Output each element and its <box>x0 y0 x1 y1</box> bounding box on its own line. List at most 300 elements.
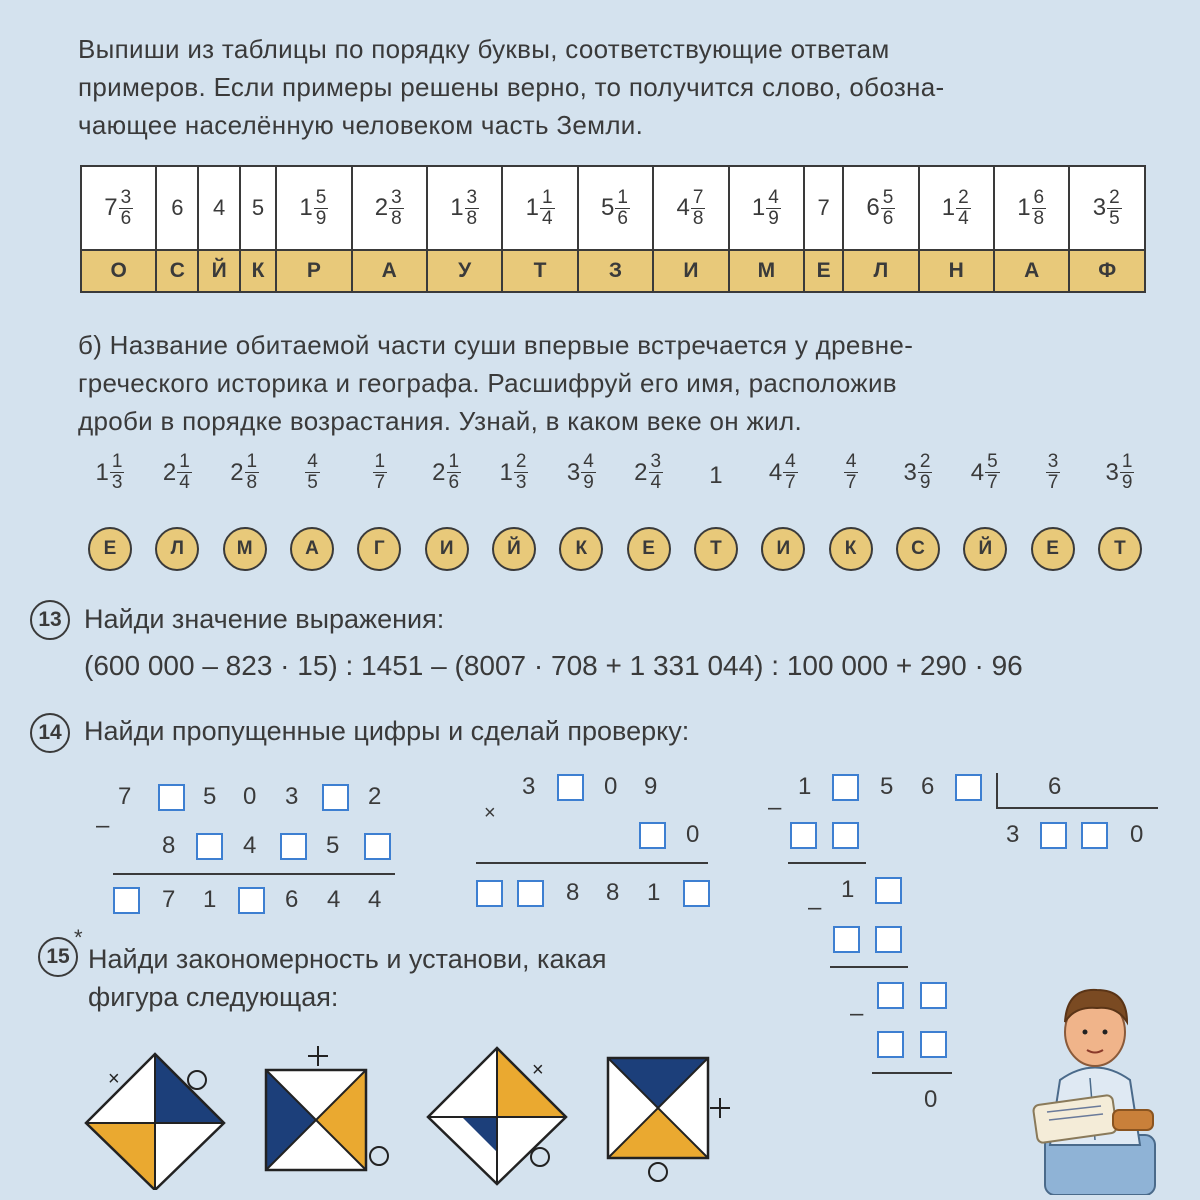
coin-cell <box>551 527 611 571</box>
numerator: 5 <box>882 186 894 208</box>
fraction-part <box>649 452 664 493</box>
letter-coin: А <box>290 527 334 571</box>
answer-letter-cell: З <box>578 250 653 292</box>
minus-sign: – <box>808 894 822 921</box>
minus-sign: – <box>768 794 782 821</box>
fraction-cell <box>215 452 275 493</box>
numerator: 2 <box>958 186 969 208</box>
numerator: 3 <box>466 186 478 208</box>
answer-value-cell <box>240 166 276 250</box>
answer-letter-cell: А <box>994 250 1069 292</box>
mixed-number <box>601 188 630 229</box>
task-13-title: Найди значение выражения: <box>84 604 445 634</box>
numerator: 1 <box>246 451 258 472</box>
fraction-part <box>881 188 896 229</box>
greek-scholar-illustration <box>1005 960 1185 1195</box>
mixed-number <box>230 452 259 493</box>
fraction-cell <box>417 452 477 493</box>
mixed-number <box>769 452 798 493</box>
intro-line-2: примеров. Если примеры решены верно, то получится слово, обозна- <box>78 72 945 102</box>
digit-box[interactable] <box>955 774 982 801</box>
letter-coin: Е <box>627 527 671 571</box>
answer-letter-cell: О <box>81 250 156 292</box>
answer-value-cell <box>502 166 577 250</box>
step-line <box>872 1072 952 1074</box>
cross-mark: × <box>532 1059 544 1081</box>
digit-box[interactable] <box>364 833 391 860</box>
digit: 5 <box>203 783 217 810</box>
answer-value-cell <box>578 166 653 250</box>
fraction-part <box>766 188 781 229</box>
answer-letters-row <box>81 250 1145 292</box>
whole-part: 5 <box>601 194 615 221</box>
cross-mark: × <box>108 1068 120 1090</box>
whole-part: 3 <box>566 458 581 486</box>
fraction-part <box>985 452 1000 493</box>
denominator: 9 <box>315 207 327 229</box>
whole-part: 1 <box>450 194 464 221</box>
intro-paragraph <box>78 30 1153 144</box>
fraction-cell <box>1090 452 1150 493</box>
numerator: 2 <box>1109 186 1120 208</box>
denominator: 4 <box>958 207 969 229</box>
answer-value-cell <box>427 166 502 250</box>
whole-part: 2 <box>162 458 177 486</box>
divisor: 6 <box>1048 773 1062 800</box>
coin-cell <box>215 527 275 571</box>
numerator: 2 <box>919 451 931 472</box>
digit-box[interactable] <box>280 833 307 860</box>
answer-letter-cell: Р <box>276 250 351 292</box>
digit: 5 <box>880 773 894 800</box>
fraction-cell <box>821 452 881 493</box>
answer-value-cell <box>843 166 918 250</box>
coin-cell <box>80 527 140 571</box>
letter-coin: М <box>223 527 267 571</box>
whole-part: 3 <box>1105 458 1119 486</box>
fraction-part <box>844 452 859 493</box>
letter-coin: Т <box>694 527 738 571</box>
pattern-figure-3 <box>422 1040 582 1190</box>
mixed-number <box>450 188 479 229</box>
task-15-line-2: фигура следующая: <box>88 982 339 1012</box>
mixed-number <box>96 452 125 493</box>
fraction-part <box>389 188 404 229</box>
denominator: 8 <box>1033 207 1045 229</box>
fraction-part <box>465 188 480 229</box>
whole-part: 1 <box>1017 194 1031 221</box>
numerator: 2 <box>515 451 527 472</box>
fraction-part <box>783 452 798 493</box>
mixed-number <box>843 452 859 493</box>
numerator: 5 <box>315 186 327 208</box>
denominator: 9 <box>583 472 594 493</box>
numerator: 4 <box>785 451 796 472</box>
digit-box[interactable] <box>1081 822 1108 849</box>
digit: 1 <box>841 876 855 903</box>
task-15-line-1: Найди закономерность и установи, какая <box>88 944 607 974</box>
result-line <box>476 862 708 864</box>
answer-letter-cell: Ф <box>1069 250 1145 292</box>
digit: 7 <box>162 886 176 913</box>
mixed-number <box>634 452 663 493</box>
digit-box[interactable] <box>683 880 710 907</box>
fraction-cell <box>80 452 140 493</box>
mixed-number <box>163 452 192 493</box>
numerator: 1 <box>541 186 553 208</box>
whole-part: 4 <box>970 458 985 486</box>
answer-letter-cell: Н <box>919 250 994 292</box>
digit: 8 <box>162 832 176 859</box>
answer-letter-cell: А <box>352 250 427 292</box>
numerator: 3 <box>120 186 132 208</box>
digit: 1 <box>798 773 812 800</box>
numerator: 1 <box>617 186 628 208</box>
part-b-line-2: греческого историка и географа. Расшифруй его имя, расположив <box>78 368 897 398</box>
whole-part: 3 <box>1092 194 1107 221</box>
letter-coin: И <box>761 527 805 571</box>
denominator: 9 <box>919 472 931 493</box>
task-13-expression: (600 000 – 823 · 15) : 1451 – (8007 · 708 + 1 331 044) : 100 000 + 290 · 96 <box>84 650 1023 681</box>
digit: 1 <box>647 879 661 906</box>
mixed-number <box>676 188 705 229</box>
part-b-paragraph <box>78 326 1153 440</box>
numerator: 1 <box>448 451 460 472</box>
numerator: 5 <box>987 451 998 472</box>
coin-cell <box>484 527 544 571</box>
denominator: 3 <box>111 472 123 493</box>
digit: 0 <box>243 783 257 810</box>
coin-cell <box>955 527 1015 571</box>
answer-letter-cell: К <box>240 250 276 292</box>
digit-box[interactable] <box>877 982 904 1009</box>
digit-box[interactable] <box>1040 822 1067 849</box>
digit: 9 <box>644 773 658 800</box>
answer-letter-cell: Т <box>502 250 577 292</box>
fraction-part <box>615 188 630 229</box>
fraction-cell <box>551 452 611 493</box>
step-line <box>788 862 866 864</box>
whole-part: 2 <box>432 458 446 486</box>
letter-coin: Е <box>1031 527 1075 571</box>
denominator: 8 <box>466 207 478 229</box>
denominator: 9 <box>768 207 779 229</box>
part-b-line-1: б) Название обитаемой части суши впервые встречается у древне- <box>78 330 914 360</box>
numerator: 1 <box>111 451 123 472</box>
fraction-cell <box>147 452 207 493</box>
mixed-number <box>942 188 971 229</box>
coin-cell <box>753 527 813 571</box>
answer-value: 7 <box>817 195 830 220</box>
fraction-part <box>540 188 555 229</box>
letter-coin: Е <box>88 527 132 571</box>
whole-part: 3 <box>903 458 917 486</box>
whole-part: 1 <box>499 458 513 486</box>
denominator: 7 <box>845 472 857 493</box>
coin-cell <box>1023 527 1083 571</box>
answer-value-cell <box>156 166 198 250</box>
digit: 4 <box>327 886 341 913</box>
coin-cell <box>282 527 342 571</box>
denominator: 8 <box>391 207 402 229</box>
fraction-cell <box>484 452 544 493</box>
coin-cell <box>1090 527 1150 571</box>
fractions-row <box>80 452 1150 493</box>
digit-box[interactable] <box>833 926 860 953</box>
intro-line-1: Выпиши из таблицы по порядку буквы, соответствующие ответам <box>78 34 890 64</box>
coin-cell <box>147 527 207 571</box>
digit: 8 <box>606 879 620 906</box>
answer-letter-cell: У <box>427 250 502 292</box>
answer-value-cell <box>653 166 728 250</box>
step-line <box>830 966 908 968</box>
fraction-cell <box>282 452 342 493</box>
numerator: 4 <box>768 186 779 208</box>
answer-letter-cell: М <box>729 250 804 292</box>
whole-part: 6 <box>866 194 880 221</box>
fraction-part <box>305 452 320 493</box>
denominator: 8 <box>692 207 704 229</box>
letter-coin: Т <box>1098 527 1142 571</box>
coin-cell <box>686 527 746 571</box>
answer-value-cell <box>919 166 994 250</box>
digit-box[interactable] <box>790 822 817 849</box>
digit-box[interactable] <box>832 822 859 849</box>
whole-part: 2 <box>634 458 648 486</box>
letter-coin: Й <box>963 527 1007 571</box>
mixed-number <box>526 188 555 229</box>
fraction-part <box>1032 188 1047 229</box>
fraction-part <box>1107 188 1122 229</box>
digit-box[interactable] <box>158 784 185 811</box>
digit: 6 <box>921 773 935 800</box>
answer-value-cell <box>81 166 156 250</box>
fraction-cell <box>955 452 1015 493</box>
digit: 4 <box>243 832 257 859</box>
denominator: 6 <box>448 472 460 493</box>
digit: 7 <box>118 783 132 810</box>
answer-value-cell <box>994 166 1069 250</box>
digit: 0 <box>604 773 618 800</box>
fraction-cell <box>349 452 409 493</box>
task-14-title: Найди пропущенные цифры и сделай проверку: <box>84 716 690 746</box>
denominator: 9 <box>1121 472 1133 493</box>
fraction-part <box>119 188 134 229</box>
digit: 2 <box>368 783 382 810</box>
part-b-line-3: дроби в порядке возрастания. Узнай, в каком веке он жил. <box>78 406 803 436</box>
fraction-cell <box>1023 452 1083 493</box>
numerator: 1 <box>1121 451 1133 472</box>
answer-letter-cell: Й <box>198 250 240 292</box>
digit-box[interactable] <box>639 822 666 849</box>
answer-value-cell <box>1069 166 1145 250</box>
mixed-number <box>432 452 461 493</box>
mixed-number <box>500 452 529 493</box>
answer-values-row <box>81 166 1145 250</box>
mixed-number <box>903 452 932 493</box>
digit: 3 <box>285 783 299 810</box>
answer-value: 6 <box>171 195 184 220</box>
remainder: 0 <box>924 1086 938 1113</box>
answer-letter-cell: Е <box>804 250 843 292</box>
answer-value-cell <box>276 166 351 250</box>
digit-box[interactable] <box>875 877 902 904</box>
numerator: 6 <box>1033 186 1045 208</box>
fraction-part <box>177 452 192 493</box>
fraction-part <box>514 452 529 493</box>
digit: 3 <box>522 773 536 800</box>
denominator: 6 <box>120 207 132 229</box>
digit: 0 <box>1130 821 1144 848</box>
circle-mark <box>188 1071 206 1089</box>
whole-part: 4 <box>768 458 783 486</box>
whole-part: 1 <box>299 194 313 221</box>
letter-coin: Г <box>357 527 401 571</box>
fraction-part <box>581 452 596 493</box>
denominator: 6 <box>882 207 894 229</box>
whole-part: 1 <box>751 194 766 221</box>
denominator: 6 <box>617 207 628 229</box>
letter-coin: И <box>425 527 469 571</box>
mixed-number <box>1093 188 1122 229</box>
digit: 6 <box>285 886 299 913</box>
denominator: 5 <box>307 472 318 493</box>
fraction-part <box>447 452 462 493</box>
mixed-number <box>304 452 320 493</box>
whole-part: 2 <box>230 458 244 486</box>
digit-box[interactable] <box>877 1031 904 1058</box>
coin-cell <box>619 527 679 571</box>
digit: 5 <box>326 832 340 859</box>
numerator: 1 <box>179 451 190 472</box>
minus-sign: – <box>850 1000 864 1027</box>
denominator: 5 <box>1109 207 1120 229</box>
digit-box[interactable] <box>322 784 349 811</box>
numerator: 7 <box>692 186 704 208</box>
division-bracket <box>996 773 998 809</box>
whole-part: 1 <box>525 194 539 221</box>
fraction-cell <box>753 452 813 493</box>
answer-letter-cell: Л <box>843 250 918 292</box>
digit-box[interactable] <box>920 1031 947 1058</box>
task-13-number: 13 <box>30 600 70 640</box>
mixed-number <box>1105 452 1134 493</box>
mixed-number <box>375 188 404 229</box>
mixed-number <box>866 188 895 229</box>
letter-coin: Й <box>492 527 536 571</box>
digit: 4 <box>368 886 382 913</box>
fraction-part <box>245 452 260 493</box>
numerator: 4 <box>583 451 594 472</box>
digit: 0 <box>686 821 700 848</box>
fraction-part <box>110 452 125 493</box>
answer-letter-cell: И <box>653 250 728 292</box>
coin-cell <box>821 527 881 571</box>
letter-coins-row <box>80 527 1150 571</box>
digit-box[interactable] <box>113 887 140 914</box>
pattern-figure-2 <box>258 1040 398 1190</box>
whole-part: 1 <box>941 194 956 221</box>
times-sign: × <box>484 802 496 824</box>
digit-box[interactable] <box>517 880 544 907</box>
star-mark: * <box>74 925 83 950</box>
mixed-number <box>299 188 328 229</box>
digit-box[interactable] <box>875 926 902 953</box>
denominator: 7 <box>987 472 998 493</box>
numerator: 3 <box>1047 451 1059 472</box>
fraction-cell <box>888 452 948 493</box>
digit-box[interactable] <box>920 982 947 1009</box>
numerator: 4 <box>307 451 318 472</box>
digit: 1 <box>203 886 217 913</box>
letter-coin: Л <box>155 527 199 571</box>
fraction-cell <box>619 452 679 493</box>
numerator: 3 <box>391 186 402 208</box>
mixed-number <box>372 452 388 493</box>
coin-cell <box>888 527 948 571</box>
answer-value-cell <box>198 166 240 250</box>
task-15-title <box>88 940 607 1016</box>
mixed-number <box>104 188 133 229</box>
denominator: 7 <box>1047 472 1059 493</box>
answer-value: 4 <box>212 195 226 220</box>
whole-number: 1 <box>709 462 723 489</box>
numerator: 3 <box>650 451 662 472</box>
answer-value-cell <box>729 166 804 250</box>
digit-box[interactable] <box>557 774 584 801</box>
task-14-number: 14 <box>30 713 70 753</box>
denominator: 4 <box>179 472 190 493</box>
digit: 3 <box>1006 821 1020 848</box>
numerator: 4 <box>845 451 857 472</box>
circle-mark <box>370 1147 388 1165</box>
circle-mark <box>649 1163 667 1181</box>
mixed-number <box>567 452 596 493</box>
digit-box[interactable] <box>476 880 503 907</box>
numerator: 1 <box>374 451 386 472</box>
mixed-number <box>971 452 1000 493</box>
mixed-number <box>1045 452 1061 493</box>
fraction-part <box>314 188 329 229</box>
pattern-figure-1 <box>80 1040 240 1190</box>
whole-part: 2 <box>374 194 389 221</box>
letter-coin: К <box>559 527 603 571</box>
answer-letter-cell: С <box>156 250 198 292</box>
coin-cell <box>349 527 409 571</box>
minus-sign: – <box>96 812 110 839</box>
task-15-number: 15 <box>38 937 78 977</box>
denominator: 7 <box>785 472 796 493</box>
fraction-part <box>691 188 706 229</box>
denominator: 7 <box>374 472 386 493</box>
mixed-number <box>752 188 781 229</box>
digit: 8 <box>566 879 580 906</box>
denominator: 3 <box>515 472 527 493</box>
whole-part: 1 <box>95 458 109 486</box>
coin-cell <box>417 527 477 571</box>
denominator: 8 <box>246 472 258 493</box>
digit-box[interactable] <box>238 887 265 914</box>
division-bracket-line <box>996 807 1158 809</box>
denominator: 4 <box>541 207 553 229</box>
digit-box[interactable] <box>832 774 859 801</box>
letter-coin: С <box>896 527 940 571</box>
answer-value-cell <box>352 166 427 250</box>
digit-box[interactable] <box>196 833 223 860</box>
result-line <box>113 873 395 875</box>
fraction-part <box>918 452 933 493</box>
fraction-cell <box>686 452 746 493</box>
